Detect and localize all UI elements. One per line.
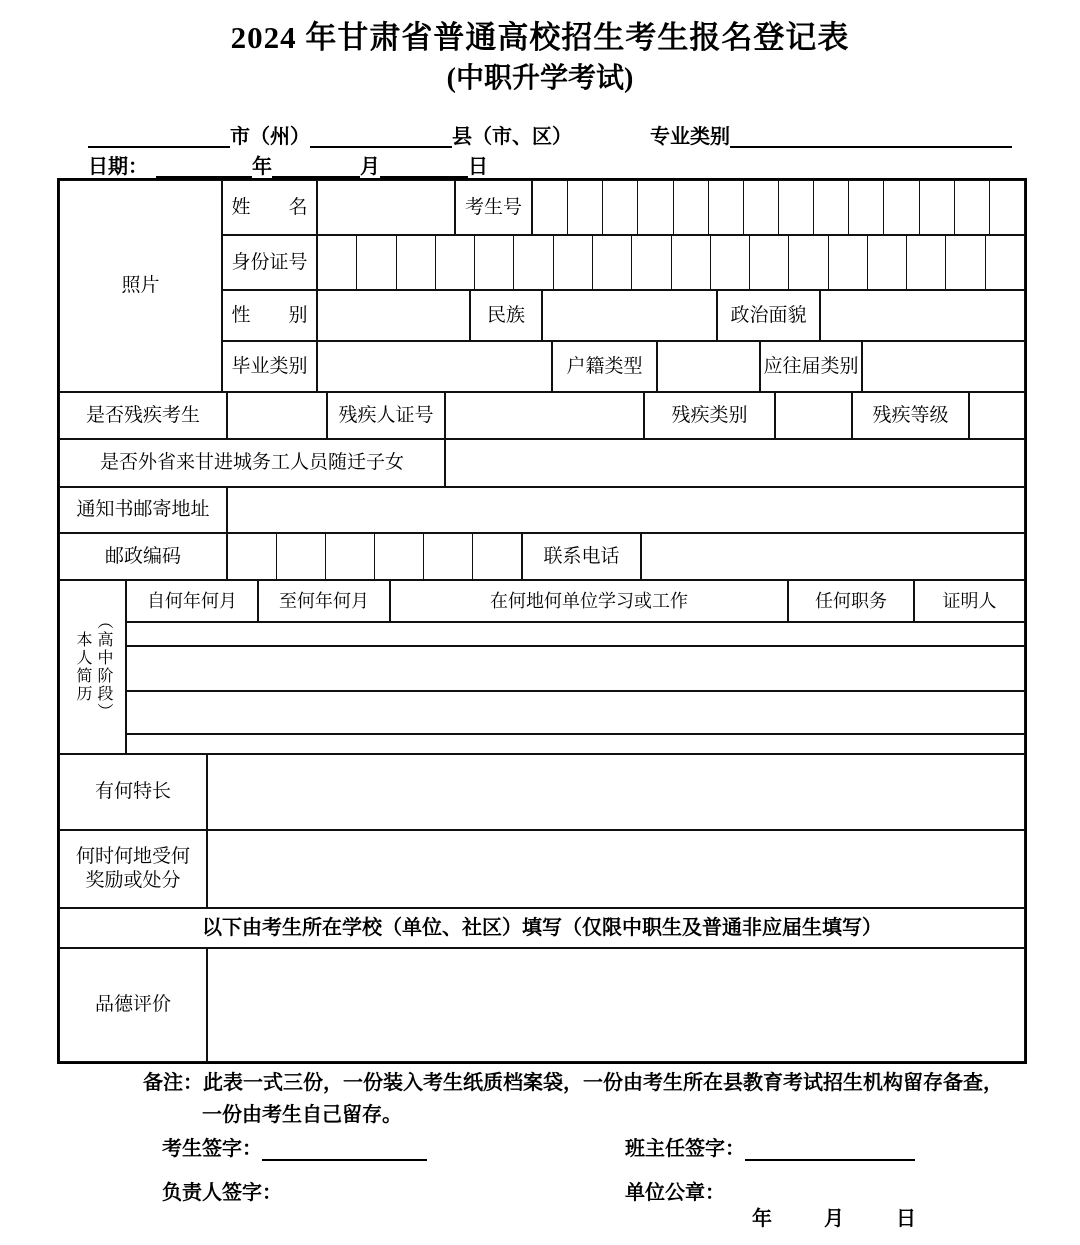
resume-blank-cell[interactable] (126, 733, 258, 735)
registration-table (57, 178, 1027, 1064)
resume-section-label (59, 580, 126, 754)
note-text-1: 此表一式三份，一份装入考生纸质档案袋，一份由考生所在县教育考试招生机构留存备查， (203, 1072, 1003, 1094)
date-month-blank-line[interactable] (272, 154, 360, 178)
exam-id-digit-cell[interactable] (743, 181, 778, 234)
id-number-digit-cell[interactable] (867, 236, 906, 289)
disabled-level-input-cell[interactable] (969, 392, 1025, 439)
resume-blank-cell[interactable] (788, 645, 914, 647)
school-fill-banner: 以下由考生所在学校（单位、社区）填写（仅限中职生及普通非应届生填写） (59, 908, 1025, 948)
note-text-2: 一份由考生自己留存。 (202, 1104, 402, 1126)
gender-input-cell[interactable] (317, 290, 470, 341)
disabled-type-input-cell[interactable] (775, 392, 852, 439)
note-line1 (143, 1066, 1003, 1095)
graduation-type-input-cell[interactable] (317, 341, 552, 392)
fresh-type-input-cell[interactable] (862, 341, 1025, 392)
resume-blank-cell[interactable] (258, 690, 390, 692)
household-type-input-cell[interactable] (657, 341, 760, 392)
page-subtitle: (中职升学考试) (446, 63, 634, 94)
major-category-blank-line[interactable] (730, 124, 1012, 148)
resume-blank-cell[interactable] (390, 690, 788, 692)
exam-id-digit-cell[interactable] (567, 181, 602, 234)
city-suffix-label: 市（州） (230, 126, 310, 148)
disabled-level-label: 残疾等级 (852, 392, 969, 439)
id-number-digit-cell[interactable] (671, 236, 710, 289)
resume-col-witness: 证明人 (914, 580, 1025, 622)
resume-blank-cell[interactable] (258, 733, 390, 735)
candidate-sign-blank-line[interactable] (262, 1139, 427, 1161)
date-label: 日期： (88, 156, 148, 178)
resume-col-position: 任何职务 (788, 580, 914, 622)
phone-input-cell[interactable] (641, 533, 1025, 580)
date-day-blank-line[interactable] (380, 154, 468, 178)
page-title: 2024 年甘肃省普通高校招生考生报名登记表 (230, 20, 850, 55)
id-number-digit-cell[interactable] (906, 236, 945, 289)
resume-blank-grid (126, 622, 1025, 754)
political-status-input-cell[interactable] (820, 290, 1025, 341)
footer-month-label: 月 (824, 1208, 844, 1230)
resume-blank-cell[interactable] (788, 690, 914, 692)
mail-address-label: 通知书邮寄地址 (59, 487, 227, 533)
teacher-sign-row (625, 1132, 915, 1161)
moral-input-cell[interactable] (207, 948, 1025, 1062)
id-number-digit-cell[interactable] (985, 236, 1024, 289)
award-label-line2: 奖励或处分 (85, 870, 181, 891)
month-label: 月 (360, 156, 380, 178)
postal-code-label: 邮政编码 (59, 533, 227, 580)
id-number-digit-cell[interactable] (356, 236, 395, 289)
resume-col-to: 至何年何月 (258, 580, 390, 622)
exam-id-digit-cell[interactable] (883, 181, 918, 234)
id-number-digit-cell[interactable] (396, 236, 435, 289)
id-number-digit-row (317, 235, 1025, 290)
exam-id-digit-row (532, 180, 1025, 235)
specialty-label: 有何特长 (59, 754, 207, 830)
candidate-sign-label: 考生签字： (162, 1138, 262, 1160)
id-number-digit-cell[interactable] (553, 236, 592, 289)
id-number-label: 身份证号 (222, 235, 317, 290)
footer-day-label: 日 (896, 1208, 916, 1230)
resume-blank-cell[interactable] (914, 645, 1025, 647)
phone-label: 联系电话 (522, 533, 641, 580)
exam-id-label: 考生号 (455, 180, 532, 235)
candidate-sign-row (162, 1132, 427, 1161)
postal-code-digit-cell[interactable] (423, 534, 472, 579)
exam-id-digit-cell[interactable] (954, 181, 989, 234)
postal-code-digit-cell[interactable] (276, 534, 325, 579)
resume-blank-cell[interactable] (390, 645, 788, 647)
resume-blank-cell[interactable] (914, 733, 1025, 735)
fresh-type-label: 应往届类别 (760, 341, 862, 392)
county-suffix-label: 县（市、区） (452, 126, 572, 148)
resume-label-main: 本人简历 (74, 631, 91, 703)
gender-label: 性 别 (222, 290, 317, 341)
exam-id-digit-cell[interactable] (637, 181, 672, 234)
note-label: 备注： (143, 1072, 203, 1094)
id-number-digit-cell[interactable] (631, 236, 670, 289)
ethnicity-label: 民族 (470, 290, 542, 341)
major-category-label: 专业类别 (650, 126, 730, 148)
postal-code-digit-cell[interactable] (228, 534, 276, 579)
id-number-digit-cell[interactable] (592, 236, 631, 289)
exam-id-digit-cell[interactable] (708, 181, 743, 234)
specialty-input-cell[interactable] (207, 754, 1025, 830)
date-year-blank-line[interactable] (156, 154, 252, 178)
graduation-type-label: 毕业类别 (222, 341, 317, 392)
resume-blank-cell[interactable] (390, 733, 788, 735)
migrant-input-cell[interactable] (445, 439, 1025, 487)
disabled-type-label: 残疾类别 (644, 392, 775, 439)
household-type-label: 户籍类型 (552, 341, 657, 392)
resume-blank-cell[interactable] (126, 645, 258, 647)
city-blank-line[interactable] (88, 124, 230, 148)
exam-id-digit-cell[interactable] (533, 181, 567, 234)
postal-code-digit-cell[interactable] (374, 534, 423, 579)
exam-id-digit-cell[interactable] (602, 181, 637, 234)
id-number-digit-cell[interactable] (318, 236, 356, 289)
id-number-digit-cell[interactable] (513, 236, 552, 289)
teacher-sign-label: 班主任签字： (625, 1138, 745, 1160)
note-line2 (202, 1098, 402, 1127)
id-number-digit-cell[interactable] (945, 236, 984, 289)
seal-label: 单位公章： (625, 1182, 725, 1204)
resume-col-place: 在何地何单位学习或工作 (390, 580, 788, 622)
disabled-id-label: 残疾人证号 (327, 392, 445, 439)
disabled-input-cell[interactable] (227, 392, 327, 439)
exam-id-digit-cell[interactable] (778, 181, 813, 234)
header-line-date (88, 152, 488, 178)
head-sign-label: 负责人签字： (162, 1182, 282, 1204)
resume-blank-cell[interactable] (126, 690, 258, 692)
id-number-digit-cell[interactable] (710, 236, 749, 289)
mail-address-input-cell[interactable] (227, 487, 1025, 533)
disabled-label: 是否残疾考生 (59, 392, 227, 439)
id-number-digit-cell[interactable] (788, 236, 827, 289)
moral-label: 品德评价 (59, 948, 207, 1062)
year-label: 年 (252, 156, 272, 178)
postal-code-digit-row (227, 533, 522, 580)
exam-id-digit-cell[interactable] (673, 181, 708, 234)
award-input-cell[interactable] (207, 830, 1025, 908)
ethnicity-input-cell[interactable] (542, 290, 717, 341)
migrant-label: 是否外省来甘进城务工人员随迁子女 (59, 439, 445, 487)
id-number-digit-cell[interactable] (435, 236, 474, 289)
id-number-digit-cell[interactable] (749, 236, 788, 289)
disabled-id-input-cell[interactable] (445, 392, 644, 439)
exam-id-digit-cell[interactable] (989, 181, 1024, 234)
resume-blank-cell[interactable] (258, 645, 390, 647)
resume-label-sub: （高中阶段） (95, 613, 112, 721)
political-status-label: 政治面貌 (717, 290, 820, 341)
exam-id-digit-cell[interactable] (813, 181, 848, 234)
exam-id-digit-cell[interactable] (919, 181, 954, 234)
award-label-line1: 何时何地受何 (75, 846, 190, 868)
id-number-digit-cell[interactable] (474, 236, 513, 289)
header-line-location (88, 122, 1012, 148)
name-label: 姓 名 (222, 180, 317, 235)
award-label (59, 830, 207, 908)
head-sign-row (162, 1176, 282, 1205)
resume-blank-cell[interactable] (914, 690, 1025, 692)
photo-cell: 照片 (59, 180, 222, 392)
day-label: 日 (468, 156, 488, 178)
resume-blank-cell[interactable] (788, 733, 914, 735)
postal-code-digit-cell[interactable] (325, 534, 374, 579)
resume-col-from: 自何年何月 (126, 580, 258, 622)
name-input-cell[interactable] (317, 180, 455, 235)
teacher-sign-blank-line[interactable] (745, 1139, 915, 1161)
id-number-digit-cell[interactable] (828, 236, 867, 289)
seal-row (625, 1176, 725, 1205)
postal-code-digit-cell[interactable] (472, 534, 521, 579)
footer-ymd-row (752, 1202, 916, 1231)
footer-year-label: 年 (752, 1208, 772, 1230)
county-blank-line[interactable] (310, 124, 452, 148)
exam-id-digit-cell[interactable] (848, 181, 883, 234)
